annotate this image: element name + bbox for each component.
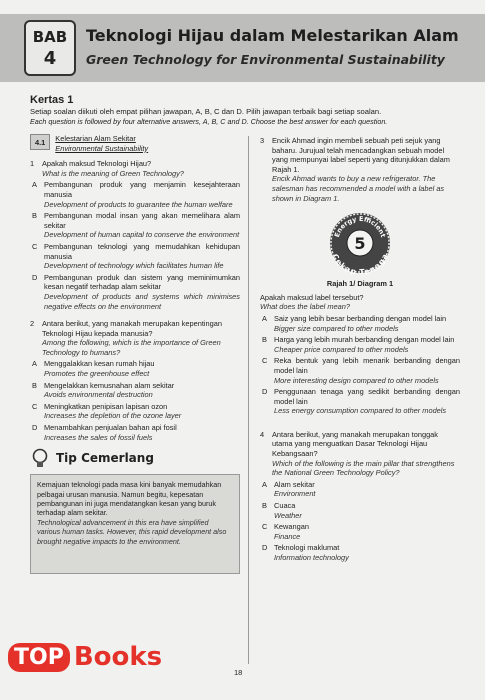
option-text-en: Environment	[274, 489, 316, 499]
option-text-ms: Cuaca	[274, 501, 296, 511]
option-text-en: Information technology	[274, 553, 349, 562]
option-text-en: Less energy consumption compared to other models	[274, 406, 447, 416]
section-title: Kertas 1	[30, 94, 74, 106]
topic-tag	[30, 134, 240, 153]
option-text-en: Cheaper price compared to other models	[274, 344, 409, 354]
question-text-en: Among the following, which is the importance of Green Technology to humans?	[42, 338, 221, 357]
option-text-en: Finance	[274, 531, 301, 541]
option-text-ms: Pembangunan teknologi yang memudahkan kehidupan manusia	[44, 241, 240, 261]
option-c[interactable]: C Kewangan Finance	[260, 522, 460, 541]
option-text-ms: Reka bentuk yang lebih menarik berbanding dengan model lain	[274, 356, 460, 375]
topic-title-ms: Kelestarian Alam Sekitar	[55, 134, 136, 143]
option-text-ms: Penggunaan tenaga yang sedikit berbanding dengan model lain	[274, 387, 460, 406]
option-text-ms: Saiz yang lebih besar berbanding dengan model lain	[274, 313, 447, 323]
option-text-en: Promotes the greenhouse effect	[44, 369, 150, 379]
question-number: 2	[30, 319, 35, 329]
tip-header	[30, 448, 240, 470]
option-text-en: Increases the sales of fossil fuels	[44, 432, 153, 442]
question-number: 4	[260, 429, 265, 439]
option-b[interactable]: B Harga yang lebih murah berbanding dengan model lain Cheaper price compared to other models	[260, 335, 460, 354]
lightbulb-icon	[30, 448, 50, 470]
question-text-en: What is the meaning of Green Technology?	[42, 168, 184, 178]
option-d[interactable]: D Penggunaan tenaga yang sedikit berbanding dengan model lain Less energy consumption compared to other models	[262, 387, 460, 416]
question-number: 1	[30, 159, 35, 169]
badge-number: 5	[354, 234, 366, 254]
left-column	[30, 134, 240, 574]
option-text-ms: Pembangunan produk yang menjamin kesejahteraan manusia	[44, 180, 240, 199]
option-b[interactable]: B Cuaca Weather	[260, 501, 460, 520]
question-text-ms: Antara berikut, yang manakah merupakan tonggak utama yang menguatkan Dasar Teknologi Hijau Kebangsaan?	[272, 429, 438, 459]
page-number: 18	[234, 668, 243, 677]
tip-title: Tip Cemerlang	[56, 451, 154, 466]
option-d[interactable]: D Pembangunan produk dan sistem yang meminimumkan kesan negatif terhadap alam sekitar Development of products and systems which minimises negative effects on the environment	[32, 272, 240, 311]
tip-text-ms: Kemajuan teknologi pada masa kini banyak memudahkan pelbagai urusan manusia. Namun begitu, kepesatan pembangunan ini juga mendatangkan kesan yang buruk terhadap alam sekitar.	[37, 480, 222, 518]
tip-text-en: Technological advancement in this era have simplified various human tasks. However, this rapid development also brought negative impacts to the environment.	[37, 517, 227, 546]
question-text-ms: Encik Ahmad ingin membeli sebuah peti sejuk yang baharu. Jurujual telah mencadangkan sebuah model yang mempunyai label seperti yang ditunjukkan dalam Rajah 1.	[272, 136, 450, 174]
option-c[interactable]: C Pembangunan teknologi yang memudahkan kehidupan manusia Development of technology which facilitates human life	[32, 241, 240, 271]
badge-top-text: Energy Efficient	[332, 215, 388, 239]
option-text-en: More interesting design compared to other models	[274, 375, 439, 385]
option-text-en: Development of human capital to conserve the environment	[44, 230, 240, 240]
question-1	[30, 159, 240, 311]
chapter-label: BAB	[32, 28, 68, 46]
question-text-ms: Antara berikut, yang manakah merupakan kepentingan Teknologi Hijau kepada manusia?	[42, 319, 222, 338]
topic-number: 4.1	[30, 134, 50, 150]
topic-title-en: Environmental Sustainability	[55, 143, 149, 153]
question-text-en: Which of the following is the main pillar that strengthens the National Green Technology Policy?	[272, 458, 455, 478]
energy-label-diagram	[260, 211, 460, 275]
question-number: 3	[260, 136, 265, 145]
question-2	[30, 319, 240, 442]
question-3	[260, 136, 460, 416]
option-text-ms: Meningkatkan penipisan lapisan ozon	[44, 401, 168, 411]
right-column	[260, 134, 460, 563]
option-text-en: Increases the depletion of the ozone layer	[44, 411, 182, 421]
option-b[interactable]: B Mengelakkan kemusnahan alam sekitar Avoids environmental destruction	[30, 381, 240, 400]
option-text-en: Development of products and systems which minimises negative effects on the environment	[44, 291, 240, 311]
chapter-title-ms: Teknologi Hijau dalam Melestarikan Alam	[86, 26, 459, 45]
question-text-ms: Apakah maksud Teknologi Hijau?	[42, 159, 152, 169]
option-text-ms: Pembangunan modal insan yang akan memelihara alam sekitar	[44, 211, 240, 230]
instruction-ms: Setiap soalan diikuti oleh empat pilihan jawapan, A, B, C dan D. Pilih jawapan terbaik bagi setiap soalan.	[30, 107, 382, 116]
option-text-en: Avoids environmental destruction	[44, 390, 153, 400]
option-a[interactable]: A Alam sekitar Environment	[260, 480, 460, 499]
chapter-title-en: Green Technology for Environmental Sustainability	[86, 52, 445, 67]
topbooks-logo	[8, 632, 162, 682]
logo-top-text: TOP	[8, 643, 70, 672]
option-text-en: Development of technology which facilitates human life	[44, 261, 224, 271]
option-text-ms: Menggalakkan kesan rumah hijau	[44, 359, 155, 369]
option-text-ms: Pembangunan produk dan sistem yang meminimumkan kesan negatif terhadap alam sekitar	[44, 272, 240, 292]
option-a[interactable]: A Pembangunan produk yang menjamin kesejahteraan manusia Development of products to guarantee the human welfare	[32, 180, 240, 209]
sub-question-en: What does the label mean?	[260, 302, 350, 312]
column-divider	[248, 136, 249, 664]
diagram-caption: Rajah 1/ Diagram 1	[326, 279, 394, 289]
option-c[interactable]: C Reka bentuk yang lebih menarik berbanding dengan model lain More interesting design compared to other models	[262, 356, 460, 385]
option-text-ms: Mengelakkan kemusnahan alam sekitar	[44, 380, 175, 390]
option-text-ms: Teknologi maklumat	[274, 543, 340, 553]
question-4	[260, 430, 460, 563]
option-b[interactable]: B Pembangunan modal insan yang akan memelihara alam sekitar Development of human capital to conserve the environment	[32, 211, 240, 240]
option-text-en: Development of products to guarantee the human welfare	[44, 199, 233, 209]
question-text-en: Encik Ahmad wants to buy a new refrigerator. The salesman has recommended a model with a label as shown in Diagram 1.	[272, 174, 445, 203]
chapter-box	[24, 20, 76, 76]
option-text-en: Weather	[274, 510, 302, 520]
option-text-ms: Harga yang lebih murah berbanding dengan model lain	[274, 335, 455, 345]
sub-question-ms: Apakah maksud label tersebut?	[260, 292, 364, 302]
badge-bottom-text: Cekap Tenaga	[330, 252, 390, 276]
instruction-en: Each question is followed by four alternative answers, A, B, C and D. Choose the best answer for each question.	[30, 117, 388, 126]
option-text-ms: Menambahkan penjualan bahan api fosil	[44, 423, 177, 433]
option-d[interactable]: D Menambahkan penjualan bahan api fosil Increases the sales of fossil fuels	[30, 423, 240, 442]
option-text-ms: Alam sekitar	[274, 479, 315, 489]
option-a[interactable]: A Menggalakkan kesan rumah hijau Promotes the greenhouse effect	[30, 359, 240, 378]
option-c[interactable]: C Meningkatkan penipisan lapisan ozon Increases the depletion of the ozone layer	[30, 402, 240, 421]
option-a[interactable]: A Saiz yang lebih besar berbanding dengan model lain Bigger size compared to other models	[260, 314, 460, 333]
logo-books-text: Books	[73, 642, 163, 672]
option-text-ms: Kewangan	[274, 522, 309, 532]
topic-text	[55, 134, 148, 153]
tip-box	[30, 474, 240, 574]
option-d[interactable]: D Teknologi maklumat Information technology	[260, 543, 460, 562]
option-text-en: Bigger size compared to other models	[274, 323, 399, 333]
chapter-number: 4	[43, 48, 57, 69]
energy-efficient-badge-icon	[328, 211, 392, 275]
